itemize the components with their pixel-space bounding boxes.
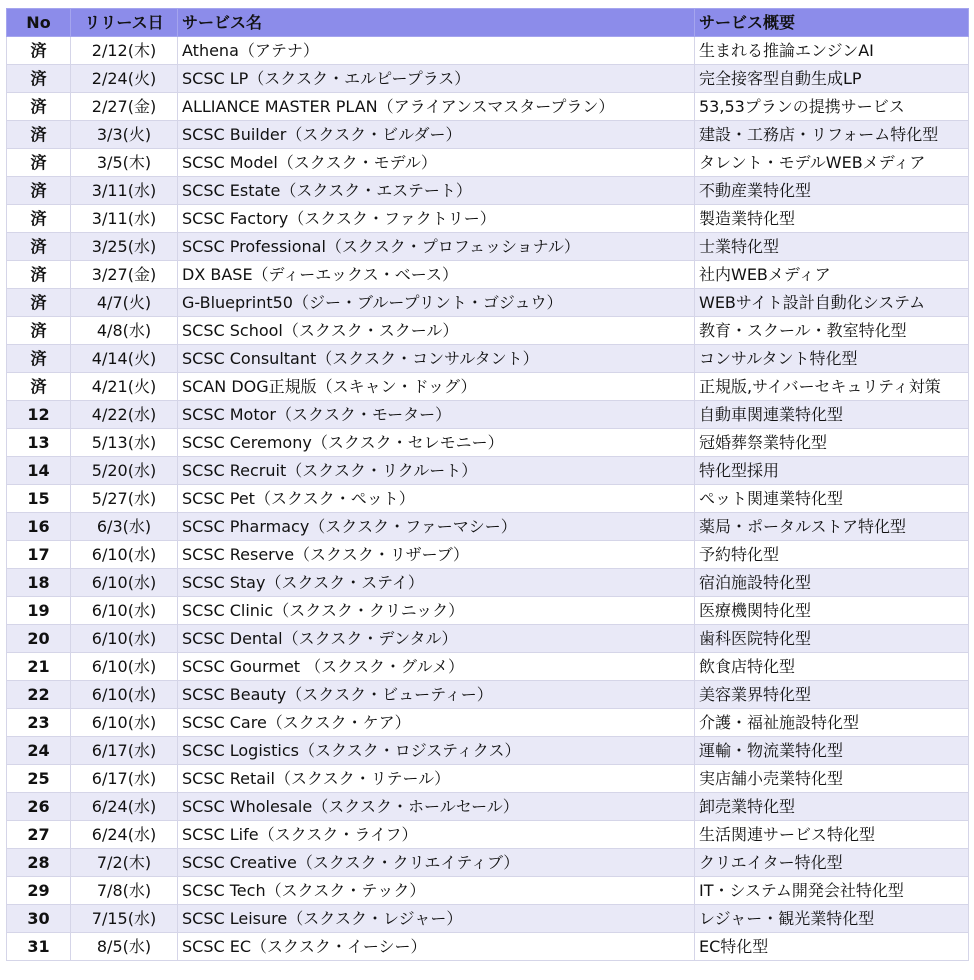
cell-service-name: SCSC School（スクスク・スクール） [178,317,695,345]
table-row [7,345,969,373]
cell-release-date: 3/11(水) [71,205,178,233]
cell-release-date: 4/14(火) [71,345,178,373]
cell-no: 27 [7,821,71,849]
cell-service-name: SCSC Dental（スクスク・デンタル） [178,625,695,653]
table-row [7,793,969,821]
cell-service-name: SCSC Tech（スクスク・テック） [178,877,695,905]
header-row [7,9,969,37]
cell-service-description: ペット関連業特化型 [695,485,969,513]
release-schedule-table [6,8,969,961]
cell-service-description: 特化型採用 [695,457,969,485]
cell-service-description: 卸売業特化型 [695,793,969,821]
table-row [7,233,969,261]
cell-release-date: 6/17(水) [71,765,178,793]
cell-release-date: 6/24(水) [71,821,178,849]
cell-release-date: 4/8(水) [71,317,178,345]
cell-no: 済 [7,121,71,149]
table-row [7,37,969,65]
cell-service-description: 生まれる推論エンジンAI [695,37,969,65]
cell-no: 20 [7,625,71,653]
table-row [7,317,969,345]
cell-service-description: 完全接客型自動生成LP [695,65,969,93]
cell-no: 14 [7,457,71,485]
table-row [7,681,969,709]
cell-release-date: 2/24(火) [71,65,178,93]
table-row [7,877,969,905]
table-row [7,373,969,401]
cell-service-name: SCSC Leisure（スクスク・レジャー） [178,905,695,933]
table-row [7,65,969,93]
cell-service-description: 教育・スクール・教室特化型 [695,317,969,345]
cell-service-description: EC特化型 [695,933,969,961]
table-row [7,149,969,177]
table-row [7,205,969,233]
cell-service-name: SCSC Wholesale（スクスク・ホールセール） [178,793,695,821]
cell-service-name: G-Blueprint50（ジー・ブループリント・ゴジュウ） [178,289,695,317]
cell-service-name: SCSC Reserve（スクスク・リザーブ） [178,541,695,569]
cell-no: 17 [7,541,71,569]
cell-service-name: SCSC Beauty（スクスク・ビューティー） [178,681,695,709]
cell-release-date: 4/22(水) [71,401,178,429]
cell-release-date: 2/12(木) [71,37,178,65]
cell-no: 済 [7,317,71,345]
cell-no: 済 [7,373,71,401]
cell-release-date: 6/10(水) [71,681,178,709]
cell-no: 済 [7,149,71,177]
cell-service-description: 生活関連サービス特化型 [695,821,969,849]
cell-release-date: 7/8(水) [71,877,178,905]
cell-service-name: SCSC Care（スクスク・ケア） [178,709,695,737]
cell-release-date: 7/2(木) [71,849,178,877]
cell-no: 済 [7,345,71,373]
cell-service-description: 冠婚葬祭業特化型 [695,429,969,457]
cell-no: 済 [7,233,71,261]
cell-service-description: 建設・工務店・リフォーム特化型 [695,121,969,149]
cell-service-description: 飲食店特化型 [695,653,969,681]
cell-release-date: 6/3(水) [71,513,178,541]
cell-service-name: SCSC Consultant（スクスク・コンサルタント） [178,345,695,373]
table-row [7,513,969,541]
cell-no: 済 [7,93,71,121]
cell-release-date: 6/10(水) [71,569,178,597]
cell-no: 済 [7,289,71,317]
table-row [7,625,969,653]
table-row [7,261,969,289]
table-body [7,37,969,961]
column-header-release-date: リリース日 [71,9,178,37]
cell-no: 30 [7,905,71,933]
cell-service-name: SCSC LP（スクスク・エルピープラス） [178,65,695,93]
cell-service-description: 医療機関特化型 [695,597,969,625]
table-header [7,9,969,37]
cell-release-date: 7/15(水) [71,905,178,933]
cell-release-date: 6/10(水) [71,653,178,681]
table-row [7,121,969,149]
cell-service-name: SCSC Clinic（スクスク・クリニック） [178,597,695,625]
cell-release-date: 3/3(火) [71,121,178,149]
table-row [7,429,969,457]
cell-service-description: レジャー・観光業特化型 [695,905,969,933]
cell-service-description: 運輸・物流業特化型 [695,737,969,765]
cell-no: 23 [7,709,71,737]
cell-no: 16 [7,513,71,541]
cell-release-date: 4/7(火) [71,289,178,317]
cell-service-description: WEBサイト設計自動化システム [695,289,969,317]
cell-service-name: Athena（アテナ） [178,37,695,65]
cell-service-description: 不動産業特化型 [695,177,969,205]
column-header-service-description: サービス概要 [695,9,969,37]
cell-no: 18 [7,569,71,597]
cell-service-name: ALLIANCE MASTER PLAN（アライアンスマスタープラン） [178,93,695,121]
cell-no: 12 [7,401,71,429]
table-row [7,653,969,681]
table-row [7,401,969,429]
cell-service-name: SCSC Recruit（スクスク・リクルート） [178,457,695,485]
table-row [7,457,969,485]
table-row [7,933,969,961]
table-row [7,597,969,625]
cell-service-description: 自動車関連業特化型 [695,401,969,429]
cell-release-date: 2/27(金) [71,93,178,121]
cell-service-name: SCAN DOG正規版（スキャン・ドッグ） [178,373,695,401]
cell-service-name: SCSC Logistics（スクスク・ロジスティクス） [178,737,695,765]
table-row [7,177,969,205]
table-row [7,765,969,793]
cell-release-date: 6/10(水) [71,541,178,569]
cell-service-name: SCSC Motor（スクスク・モーター） [178,401,695,429]
cell-release-date: 3/27(金) [71,261,178,289]
table-row [7,541,969,569]
cell-no: 13 [7,429,71,457]
cell-service-name: SCSC EC（スクスク・イーシー） [178,933,695,961]
cell-service-description: コンサルタント特化型 [695,345,969,373]
cell-release-date: 6/10(水) [71,709,178,737]
cell-no: 24 [7,737,71,765]
cell-release-date: 5/13(水) [71,429,178,457]
table-row [7,289,969,317]
cell-service-name: SCSC Model（スクスク・モデル） [178,149,695,177]
cell-service-name: SCSC Gourmet （スクスク・グルメ） [178,653,695,681]
cell-no: 済 [7,37,71,65]
cell-service-description: 薬局・ポータルストア特化型 [695,513,969,541]
cell-no: 19 [7,597,71,625]
cell-service-name: SCSC Factory（スクスク・ファクトリー） [178,205,695,233]
column-header-service-name: サービス名 [178,9,695,37]
cell-service-description: IT・システム開発会社特化型 [695,877,969,905]
table-row [7,93,969,121]
cell-service-name: SCSC Pet（スクスク・ペット） [178,485,695,513]
cell-release-date: 3/11(水) [71,177,178,205]
cell-no: 21 [7,653,71,681]
cell-service-name: SCSC Ceremony（スクスク・セレモニー） [178,429,695,457]
cell-release-date: 3/25(水) [71,233,178,261]
cell-no: 済 [7,261,71,289]
column-header-no: No [7,9,71,37]
cell-service-name: SCSC Builder（スクスク・ビルダー） [178,121,695,149]
cell-no: 済 [7,65,71,93]
cell-no: 26 [7,793,71,821]
cell-no: 28 [7,849,71,877]
cell-release-date: 6/24(水) [71,793,178,821]
cell-service-name: SCSC Pharmacy（スクスク・ファーマシー） [178,513,695,541]
cell-no: 済 [7,177,71,205]
cell-service-description: 宿泊施設特化型 [695,569,969,597]
cell-no: 25 [7,765,71,793]
cell-release-date: 8/5(水) [71,933,178,961]
cell-service-description: 社内WEBメディア [695,261,969,289]
cell-service-name: SCSC Retail（スクスク・リテール） [178,765,695,793]
cell-service-description: タレント・モデルWEBメディア [695,149,969,177]
cell-no: 29 [7,877,71,905]
cell-no: 22 [7,681,71,709]
cell-release-date: 5/27(水) [71,485,178,513]
cell-release-date: 6/10(水) [71,597,178,625]
cell-service-name: SCSC Professional（スクスク・プロフェッショナル） [178,233,695,261]
cell-service-name: DX BASE（ディーエックス・ベース） [178,261,695,289]
cell-service-description: 予約特化型 [695,541,969,569]
cell-release-date: 3/5(木) [71,149,178,177]
cell-service-name: SCSC Stay（スクスク・ステイ） [178,569,695,597]
cell-service-description: 士業特化型 [695,233,969,261]
table-row [7,569,969,597]
cell-release-date: 5/20(水) [71,457,178,485]
table-row [7,905,969,933]
table-row [7,485,969,513]
cell-service-description: 介護・福祉施設特化型 [695,709,969,737]
cell-service-description: クリエイター特化型 [695,849,969,877]
cell-service-description: 製造業特化型 [695,205,969,233]
cell-service-name: SCSC Life（スクスク・ライフ） [178,821,695,849]
cell-service-description: 53,53プランの提携サービス [695,93,969,121]
cell-service-description: 正規版,サイバーセキュリティ対策 [695,373,969,401]
table-row [7,737,969,765]
cell-no: 済 [7,205,71,233]
cell-release-date: 6/10(水) [71,625,178,653]
cell-service-description: 実店舗小売業特化型 [695,765,969,793]
cell-service-name: SCSC Creative（スクスク・クリエイティブ） [178,849,695,877]
cell-no: 15 [7,485,71,513]
cell-service-name: SCSC Estate（スクスク・エステート） [178,177,695,205]
cell-service-description: 美容業界特化型 [695,681,969,709]
table-row [7,709,969,737]
cell-service-description: 歯科医院特化型 [695,625,969,653]
cell-no: 31 [7,933,71,961]
table-row [7,821,969,849]
cell-release-date: 6/17(水) [71,737,178,765]
table-row [7,849,969,877]
cell-release-date: 4/21(火) [71,373,178,401]
